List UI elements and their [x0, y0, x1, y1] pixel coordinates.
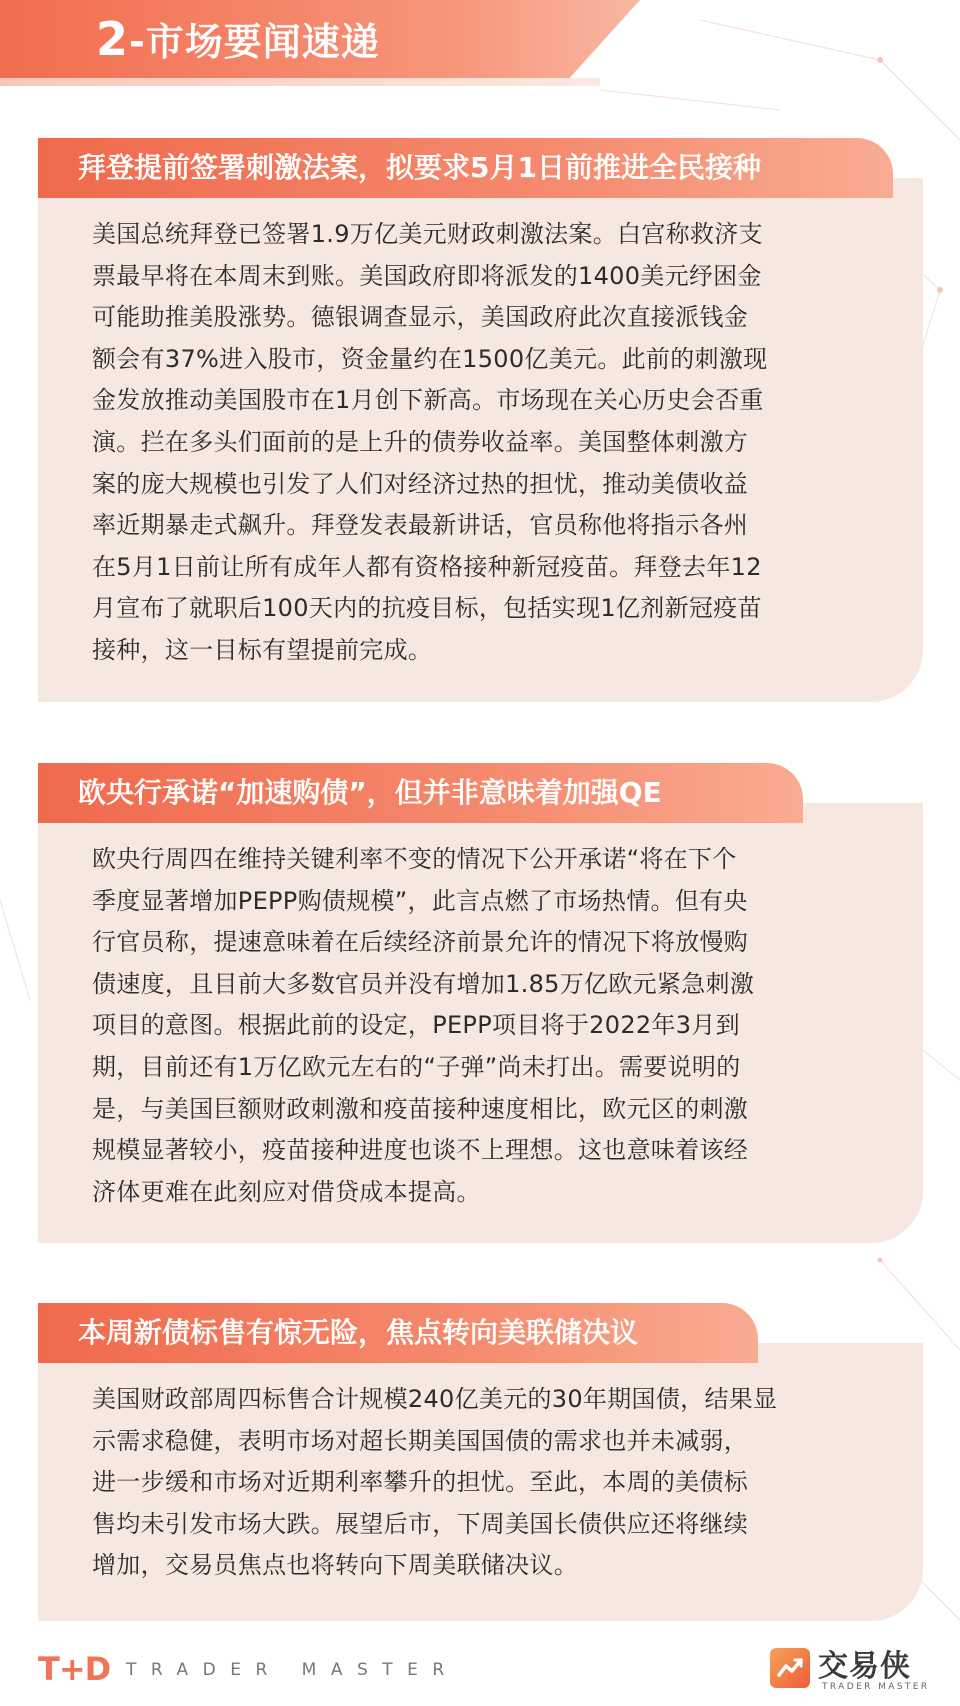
news-body-line: 期，目前还有1万亿欧元左右的“子弹”尚未打出。需要说明的 — [92, 1052, 741, 1081]
news-body — [92, 1379, 883, 1587]
news-body-line: 接种，这一目标有望提前完成。 — [92, 635, 433, 664]
news-body — [92, 839, 883, 1213]
news-card-3 — [38, 1303, 923, 1621]
news-body-line: 案的庞大规模也引发了人们对经济过热的担忧，推动美债收益 — [92, 469, 749, 498]
news-body-line: 行官员称，提速意味着在后续经济前景允许的情况下将放慢购 — [92, 928, 749, 957]
news-body-line: 演。拦在多头们面前的是上升的债券收益率。美国整体刺激方 — [92, 427, 749, 456]
news-body-line: 可能助推美股涨势。德银调查显示，美国政府此次直接派钱金 — [92, 303, 749, 332]
news-body-line: 售均未引发市场大跌。展望后市，下周美国长债供应还将继续 — [92, 1509, 749, 1538]
news-body-line: 在5月1日前让所有成年人都有资格接种新冠疫苗。拜登去年12 — [92, 552, 762, 581]
brand-name: 交易侠 — [818, 1649, 911, 1684]
news-body-line: 金发放推动美国股市在1月创下新高。市场现在关心历史会否重 — [92, 386, 764, 415]
news-body-line: 债速度，且目前大多数官员并没有增加1.85万亿欧元紧急刺激 — [92, 969, 755, 998]
news-body-line: 美国总统拜登已签署1.9万亿美元财政刺激法案。白宫称救济支 — [92, 220, 763, 248]
header-underline-shadow — [0, 78, 600, 86]
news-body-line: 项目的意图。根据此前的设定，PEPP项目将于2022年3月到 — [92, 1011, 740, 1040]
news-title: 拜登提前签署刺激法案，拟要求5月1日前推进全民接种 — [78, 151, 761, 184]
news-body-line: 济体更难在此刻应对借贷成本提高。 — [92, 1177, 481, 1206]
footer-tagline: TRADER MASTER — [126, 1660, 459, 1680]
td-logo: T+D — [38, 1650, 111, 1688]
news-title: 欧央行承诺“加速购债”，但并非意味着加强QE — [78, 776, 662, 809]
news-body-line: 欧央行周四在维持关键利率不变的情况下公开承诺“将在下个 — [92, 845, 737, 873]
news-body-line: 是，与美国巨额财政刺激和疫苗接种速度相比，欧元区的刺激 — [92, 1094, 749, 1123]
news-body-line: 额会有37%进入股市，资金量约在1500亿美元。此前的刺激现 — [92, 344, 768, 373]
news-body-line: 示需求稳健，表明市场对超长期美国国债的需求也并未减弱， — [92, 1426, 749, 1455]
news-body-line: 增加，交易员焦点也将转向下周美联储决议。 — [92, 1551, 578, 1580]
news-body-line: 美国财政部周四标售合计规模240亿美元的30年期国债，结果显 — [92, 1385, 778, 1413]
section-title-text: -市场要闻速递 — [129, 20, 380, 64]
section-title — [96, 12, 380, 69]
news-body-line: 月宣布了就职后100天内的抗疫目标，包括实现1亿剂新冠疫苗 — [92, 594, 762, 623]
chart-line-icon — [770, 1648, 810, 1688]
news-body-line: 率近期暴走式飙升。拜登发表最新讲话，官员称他将指示各州 — [92, 511, 749, 540]
news-body-line: 进一步缓和市场对近期利率攀升的担忧。至此，本周的美债标 — [92, 1468, 749, 1497]
brand-subtitle: TRADER MASTER — [822, 1682, 930, 1692]
news-body — [92, 214, 883, 672]
section-number: 2 — [96, 12, 130, 66]
news-card-1 — [38, 138, 923, 702]
news-body-line: 季度显著增加PEPP购债规模”，此言点燃了市场热情。但有央 — [92, 886, 748, 915]
news-card-2 — [38, 763, 923, 1243]
news-title: 本周新债标售有惊无险，焦点转向美联储决议 — [78, 1316, 639, 1349]
news-body-line: 票最早将在本周末到账。美国政府即将派发的1400美元纾困金 — [92, 261, 762, 290]
news-body-line: 规模显著较小，疫苗接种进度也谈不上理想。这也意味着该经 — [92, 1136, 749, 1165]
